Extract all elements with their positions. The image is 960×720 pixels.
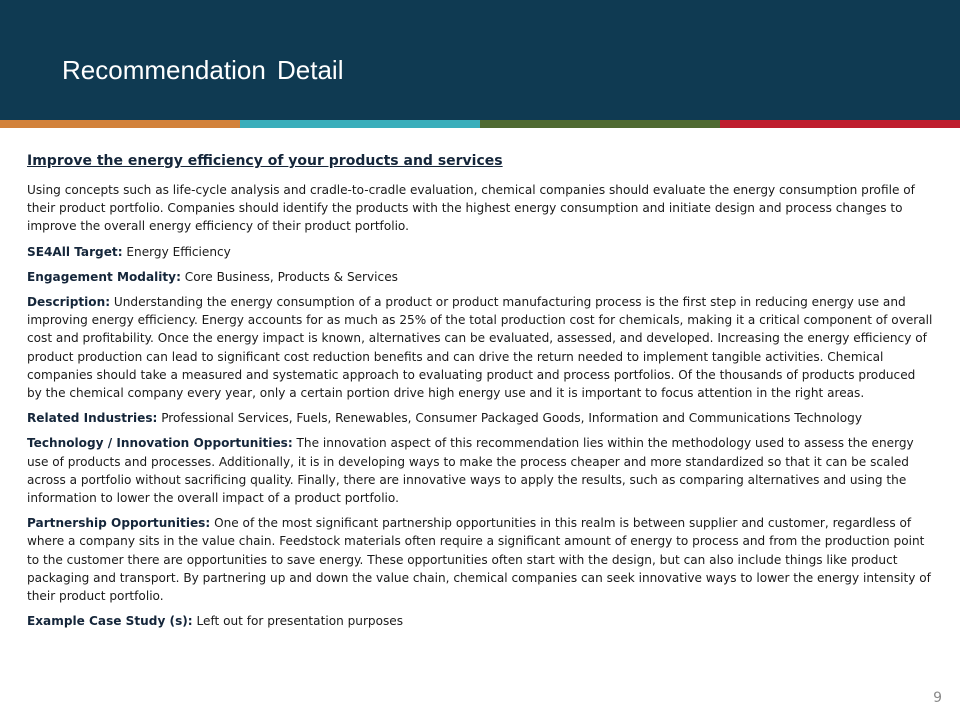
case-study-label: Example Case Study (s): [27,614,193,629]
modality-paragraph [27,268,933,286]
recommendation-heading: Improve the energy efficiency of your products and services [27,153,503,169]
accent-band-orange [0,120,240,128]
partnership-label: Partnership Opportunities: [27,516,211,531]
slide-title: Recommendation Detail [62,55,344,85]
accent-band-red [720,120,960,128]
target-paragraph [27,243,933,261]
target-value: Energy Efficiency [122,244,231,259]
accent-band-green [480,120,720,128]
accent-band-teal [240,120,480,128]
technology-value: The innovation aspect of this recommendation lies within the methodology used to assess the energy use of products and processes. Additionally, it is in developing ways to make the process cheaper and more standardized so that it can be scaled across a portfolio without sacrificing quality. Finally, there are innovative ways to apply the results, such as comparing alternatives and using the information to lower the overall impact of a product portfolio. [27,436,914,506]
case-study-value: Left out for presentation purposes [192,614,404,629]
technology-label: Technology / Innovation Opportunities: [27,436,293,451]
industries-paragraph [27,409,933,427]
case-study-paragraph [27,612,933,630]
technology-paragraph [27,434,933,507]
description-label: Description: [27,295,111,310]
modality-value: Core Business, Products & Services [180,269,398,284]
target-label: SE4All Target: [27,244,123,259]
partnership-paragraph [27,514,933,605]
recommendation-body [27,152,933,637]
partnership-value: One of the most significant partnership opportunities in this realm is between supplier and customer, regardless of where a company sits in the value chain. Feedstock materials often require a significant amount of energy to process and from the production point to the customer there are opportunities to save energy. These opportunities often start with the design, but can also include things like product packaging and transport. By partnering up and down the value chain, chemical companies can seek innovative ways to lower the energy intensity of their product portfolio. [27,516,931,604]
page-number: 9 [933,690,942,706]
description-value: Understanding the energy consumption of a product or product manufacturing process is the first step in reducing energy use and improving energy efficiency. Energy accounts for as much as 25% of the total production cost for chemicals, making it a critical component of overall cost and profitability. Once the energy impact is known, alternatives can be evaluated, assessed, and developed. Increasing the energy efficiency of product production can lead to significant cost reduction benefits and can drive the return needed to implement tangible activities. Chemical companies should take a measured and systematic approach to evaluating product and process portfolios. Of the thousands of products produced by the chemical company every year, only a certain portion drive high energy use and it is important to focus attention in the right areas. [27,295,933,401]
modality-label: Engagement Modality: [27,269,181,284]
description-paragraph [27,293,933,402]
industries-value: Professional Services, Fuels, Renewables, Consumer Packaged Goods, Information and Communications Technology [157,411,863,426]
industries-label: Related Industries: [27,411,158,426]
slide-header [0,0,960,120]
intro-paragraph: Using concepts such as life-cycle analysis and cradle-to-cradle evaluation, chemical companies should evaluate the energy consumption profile of their product portfolio. Companies should identify the products with the highest energy consumption and initiate design and process changes to improve the overall energy efficiency of their product portfolio. [27,183,915,234]
